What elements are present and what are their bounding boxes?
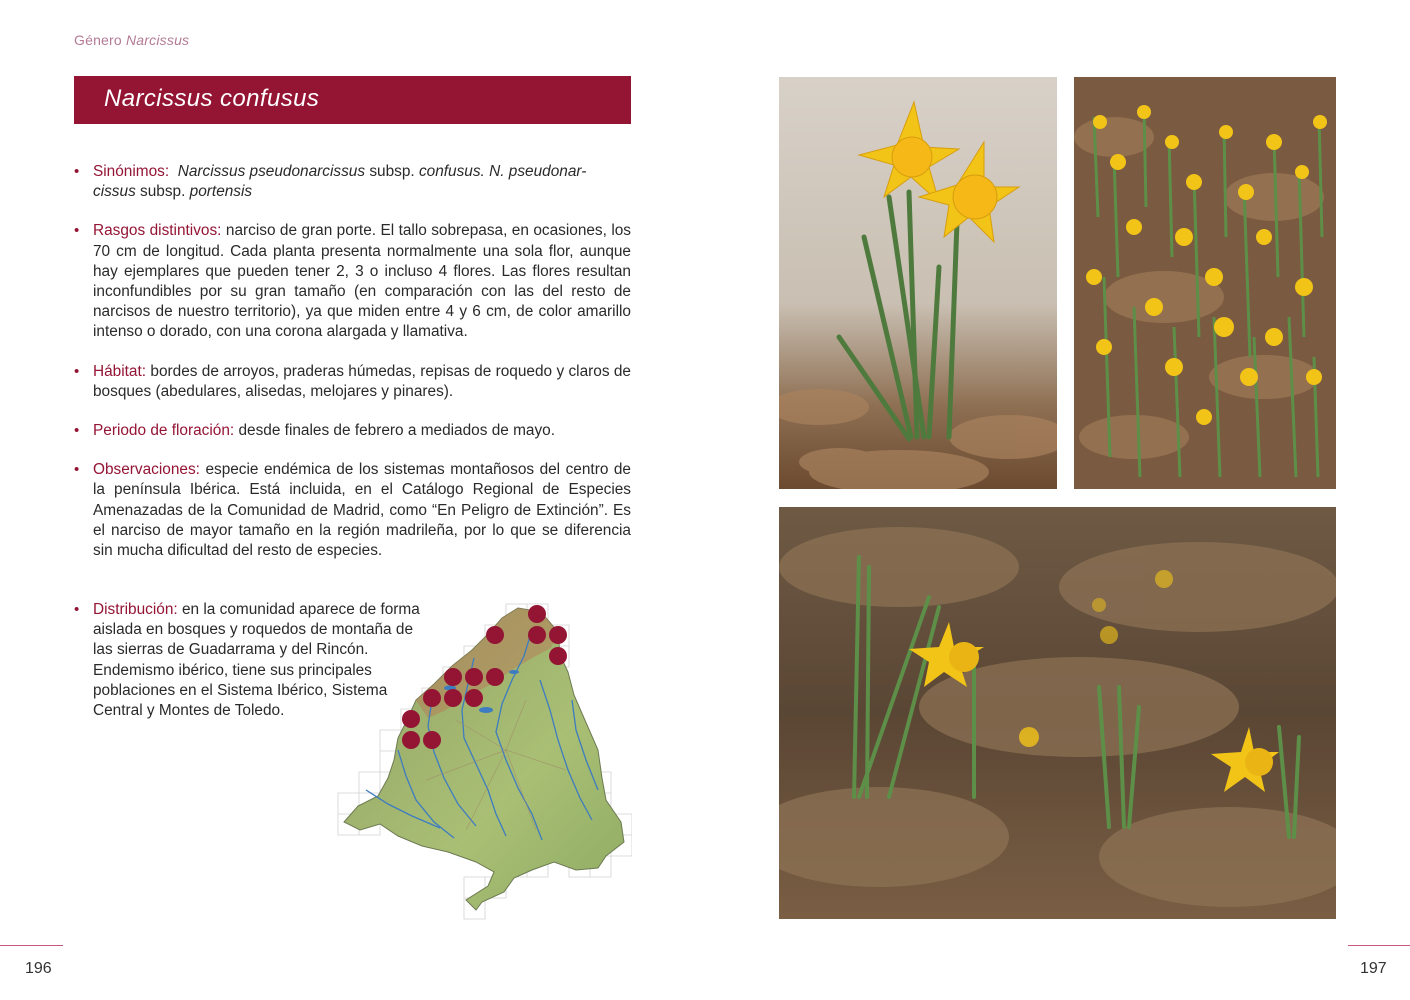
bullet-icon: • (74, 422, 80, 440)
distribucion-text: en la comunidad aparece de forma aislada en bosques y roquedos de montaña de las sierras de Guadarrama y del Rincón. Endemismo ibérico, tiene sus principales poblaciones en el Sistema Ibérico, Sistema Central y Montes de Toledo. (93, 601, 420, 720)
synonym-text: subsp. (365, 163, 419, 180)
synonym-species-2: cissus (93, 183, 136, 201)
observaciones-label: Observaciones: (93, 461, 200, 479)
daffodil-closeup-photo (779, 77, 1057, 489)
daffodils-forest-floor-photo (779, 507, 1336, 919)
rasgos-text: narciso de gran porte. El tallo sobrepasa, en ocasiones, los 70 cm de longitud. Cada planta presenta normalmente una sola flor, aunque hay ejemplares que pueden tener 2, 3 o incluso 4 flores. Las flores resultan inconfundibles por su gran tamaño (en comparación con las del resto de narcisos de nuestro territorio), ya que miden entre 4 y 6 cm, de color amarillo intenso o dorado, con una corona alargada y llamativa. (93, 222, 631, 341)
page-number-left: 196 (25, 960, 52, 977)
habitat-item (74, 362, 631, 402)
footer-rule-right (1348, 945, 1410, 946)
floracion-text: desde finales de febrero a mediados de mayo. (238, 422, 556, 440)
observaciones-text: especie endémica de los sistemas montañosos del centro de la península Ibérica. Está incluida, en el Catálogo Regional de Especies Amenazadas de la Comunidad de Madrid, como “En Peligro de Extinción”. Es el narciso de mayor tamaño en la región madrileña, por lo que se diferencia sin mucha dificultad del resto de especies. (93, 461, 631, 560)
sinonimos-item (74, 162, 631, 202)
daffodil-colony-photo (1074, 77, 1336, 489)
distribucion-label: Distribución: (93, 601, 178, 618)
rasgos-item (74, 221, 631, 342)
species-description (74, 162, 631, 580)
madrid-map-icon (336, 600, 632, 920)
sinonimos-label: Sinónimos: (93, 163, 170, 180)
distribution-map (336, 600, 632, 920)
running-head-genus: Narcissus (126, 32, 190, 48)
floracion-label: Periodo de floración: (93, 422, 235, 440)
synonym-subspecies-2: portensis (189, 183, 253, 201)
running-head (74, 32, 189, 48)
habitat-label: Hábitat: (93, 362, 147, 380)
synonym-text-2: subsp. (135, 183, 190, 201)
bullet-icon: • (74, 601, 80, 618)
page-number-right: 197 (1360, 960, 1387, 977)
bullet-icon: • (74, 163, 80, 180)
synonym-species: Narcissus pseudonarcissus (177, 163, 366, 180)
observaciones-item (74, 460, 631, 561)
species-title-bar (74, 76, 631, 124)
bullet-icon: • (74, 461, 80, 479)
floracion-item (74, 421, 631, 441)
footer-rule-left (0, 945, 63, 946)
rasgos-label: Rasgos distintivos: (93, 222, 222, 240)
running-head-prefix: Género (74, 32, 122, 48)
bullet-icon: • (74, 362, 80, 380)
synonym-subspecies: confusus. N. pseudonar- (418, 163, 587, 180)
habitat-text: bordes de arroyos, praderas húmedas, repisas de roquedo y claros de bosques (abedulares, alisedas, melojares y pinares). (93, 362, 631, 400)
bullet-icon: • (74, 222, 80, 240)
species-title: Narcissus confusus (104, 85, 320, 112)
